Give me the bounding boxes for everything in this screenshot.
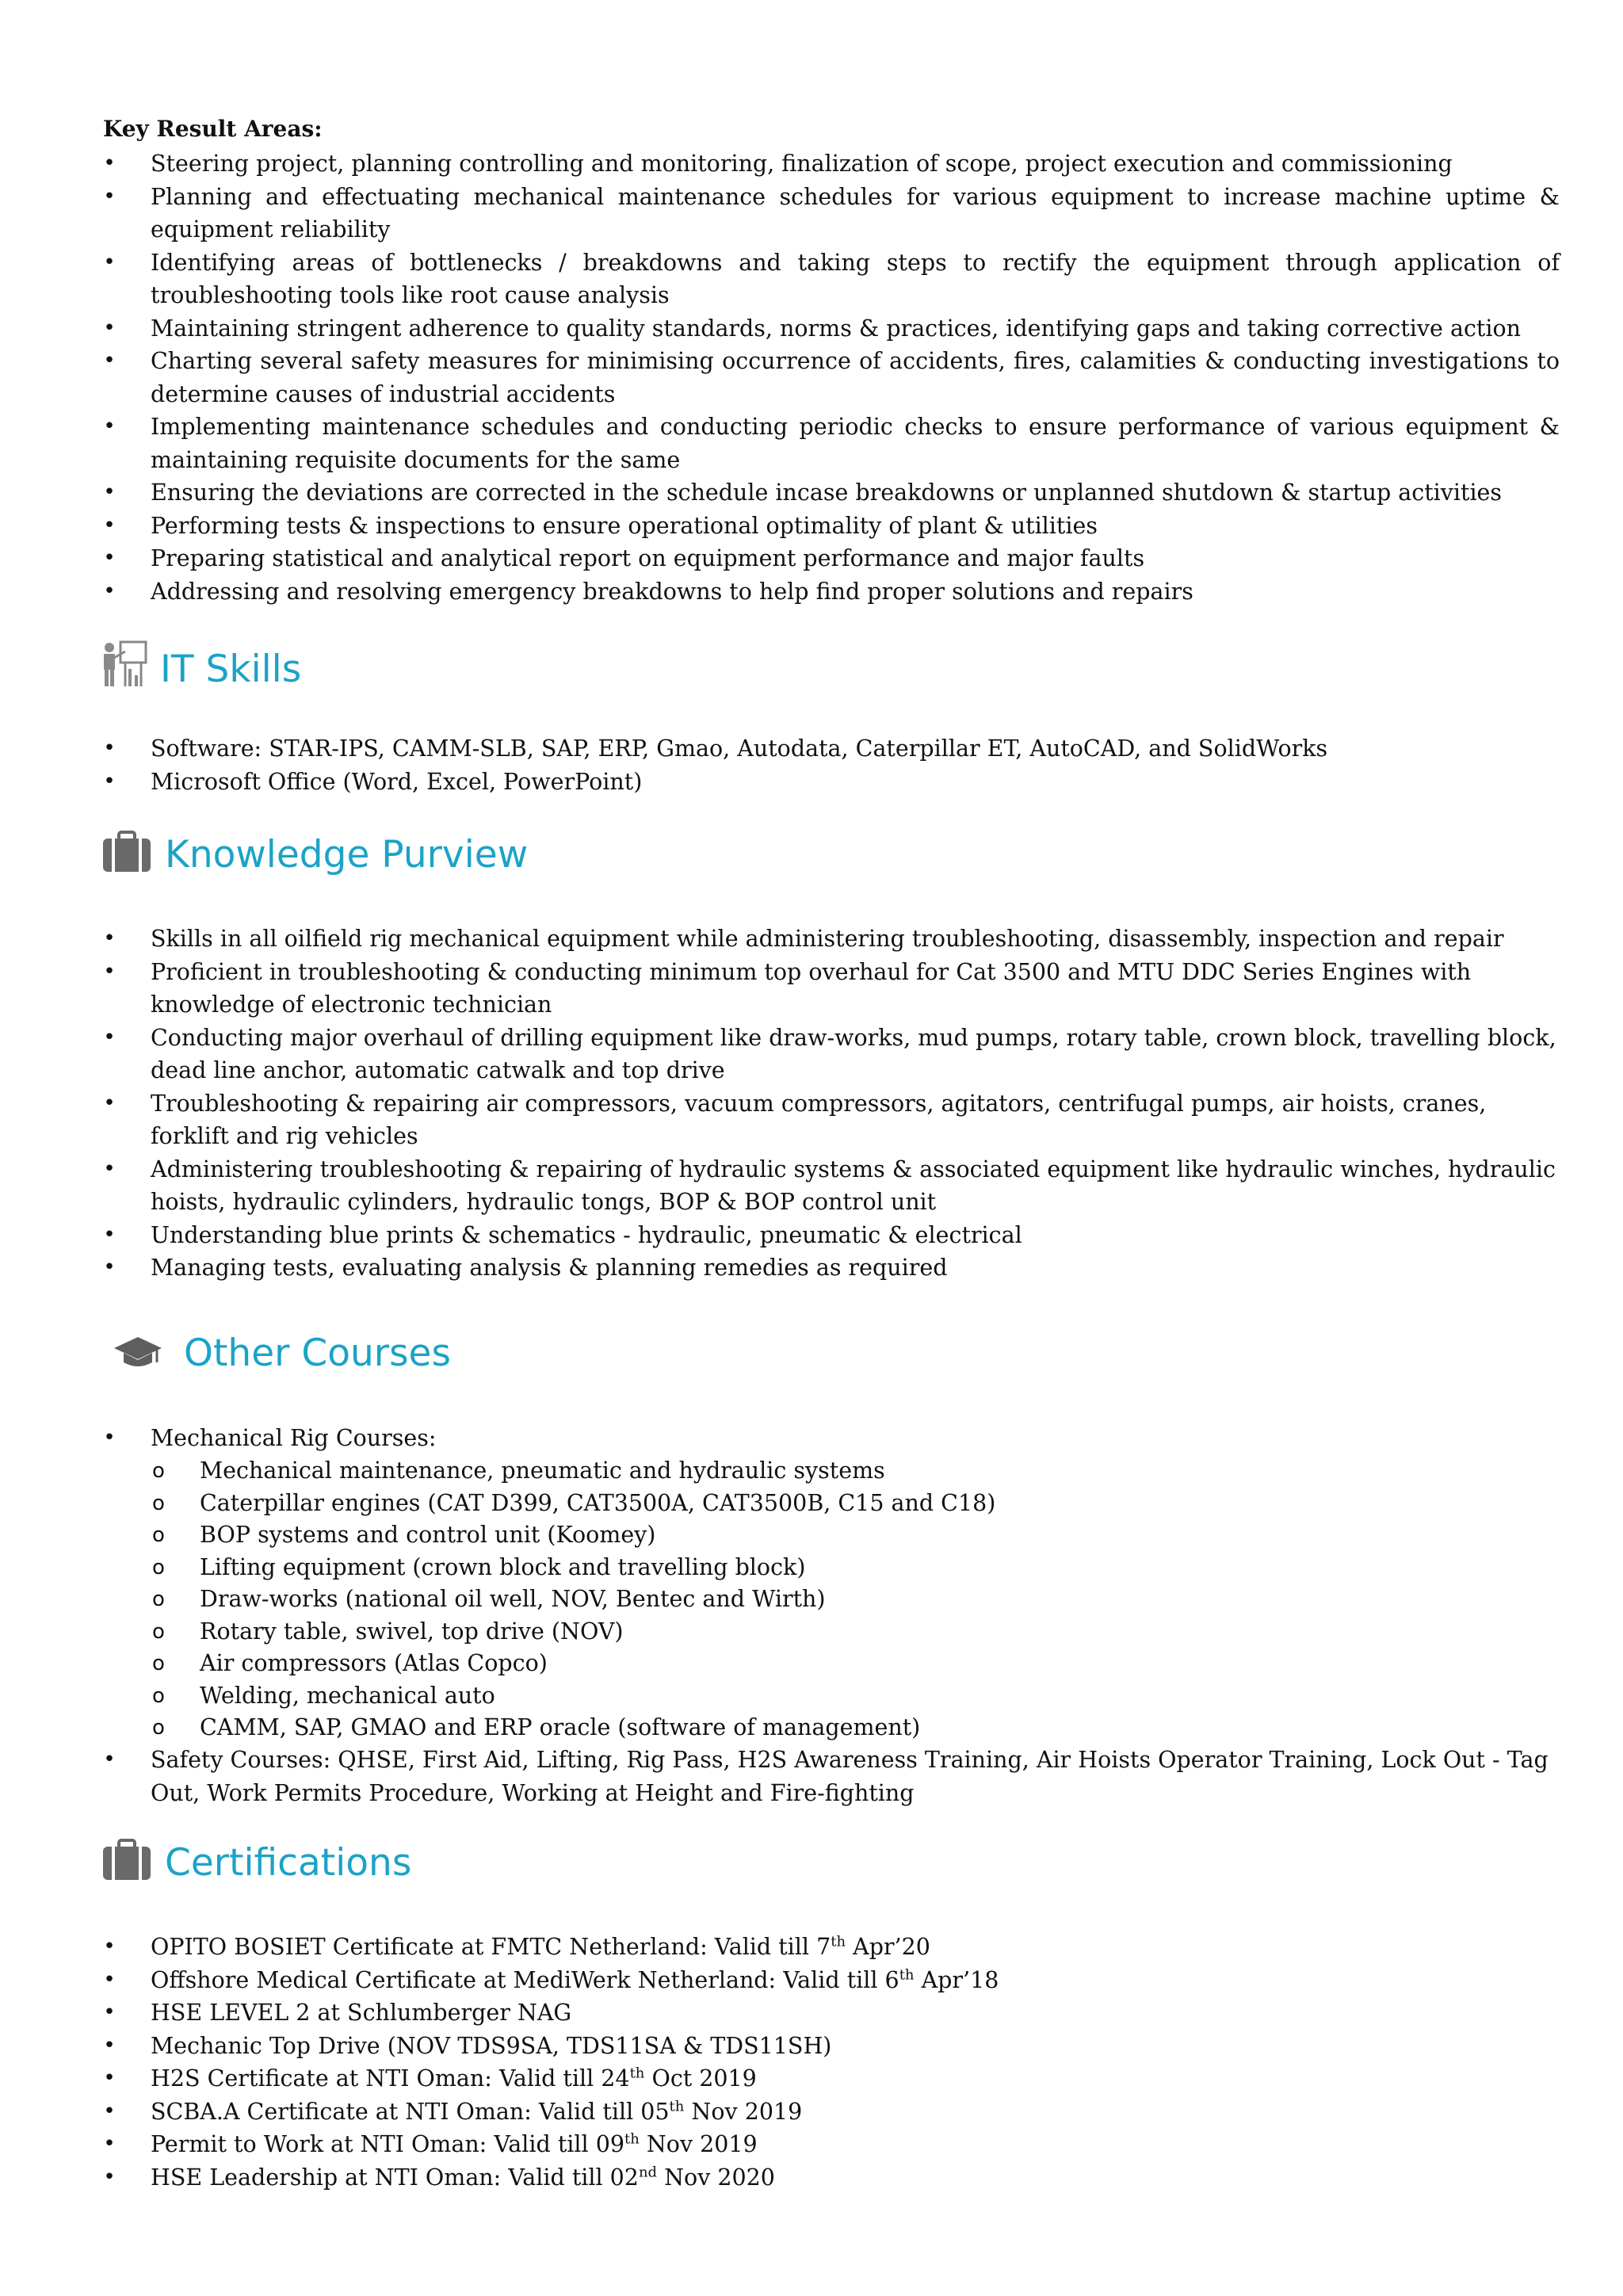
bullet-icon: • bbox=[103, 2000, 116, 2024]
section-title: Certifications bbox=[165, 1841, 412, 1885]
list-item: • Managing tests, evaluating analysis & planning remedies as required bbox=[0, 1251, 1623, 1285]
mechanical-courses-sublist bbox=[0, 1455, 1623, 1744]
list-item: • Software: STAR-IPS, CAMM-SLB, SAP, ERP, Gmao, Autodata, Caterpillar ET, AutoCAD, and SolidWorks bbox=[0, 732, 1623, 766]
bullet-icon: • bbox=[103, 315, 116, 340]
sub-list-item: o CAMM, SAP, GMAO and ERP oracle (software of management) bbox=[0, 1712, 1623, 1744]
bullet-icon: • bbox=[103, 1748, 116, 1771]
knowledge-purview-heading bbox=[101, 831, 528, 877]
circle-bullet-icon: o bbox=[152, 1491, 165, 1515]
list-item: • Offshore Medical Certificate at MediWerk Netherland: Valid till 6th Apr’18 bbox=[0, 1964, 1623, 1997]
list-item: • Steering project, planning controlling and monitoring, finalization of scope, project execution and commissioning bbox=[0, 147, 1623, 181]
other-courses-heading bbox=[113, 1331, 451, 1376]
list-item: • HSE LEVEL 2 at Schlumberger NAG bbox=[0, 1996, 1623, 2030]
circle-bullet-icon: o bbox=[152, 1716, 165, 1740]
list-item: • Proficient in troubleshooting & conducting minimum top overhaul for Cat 3500 and MTU DDC Series Engines with knowledge of electronic technician bbox=[0, 956, 1623, 1022]
it-skills-list bbox=[0, 732, 1623, 798]
list-item: • Permit to Work at NTI Oman: Valid till 09th Nov 2019 bbox=[0, 2128, 1623, 2161]
section-title: Other Courses bbox=[184, 1331, 451, 1375]
bullet-icon: • bbox=[103, 480, 116, 504]
bullet-icon: • bbox=[103, 1426, 116, 1450]
briefcase-icon bbox=[101, 831, 152, 877]
list-item: • Ensuring the deviations are corrected in the schedule incase breakdowns or unplanned shutdown & startup activities bbox=[0, 476, 1623, 510]
certifications-list bbox=[0, 1931, 1623, 2194]
circle-bullet-icon: o bbox=[152, 1523, 165, 1547]
list-item: • Planning and effectuating mechanical maintenance schedules for various equipment to increase machine uptime & equipment reliability bbox=[0, 181, 1623, 246]
briefcase-icon bbox=[101, 1839, 152, 1885]
list-item: • Maintaining stringent adherence to quality standards, norms & practices, identifying gaps and taking corrective action bbox=[0, 312, 1623, 346]
bullet-icon: • bbox=[103, 736, 116, 760]
circle-bullet-icon: o bbox=[152, 1683, 165, 1708]
bullet-icon: • bbox=[103, 2132, 116, 2156]
bullet-icon: • bbox=[103, 513, 116, 537]
list-item: • Skills in all oilfield rig mechanical equipment while administering troubleshooting, disassembly, inspection and repair bbox=[0, 923, 1623, 956]
list-item: • Implementing maintenance schedules and conducting periodic checks to ensure performance of various equipment & maintaining requisite documents for the same bbox=[0, 411, 1623, 476]
bullet-icon: • bbox=[103, 2033, 116, 2057]
bullet-icon: • bbox=[103, 184, 116, 208]
list-item: • Microsoft Office (Word, Excel, PowerPoint) bbox=[0, 766, 1623, 799]
bullet-icon: • bbox=[103, 959, 116, 984]
bullet-icon: • bbox=[103, 1255, 116, 1279]
bullet-icon: • bbox=[103, 2099, 116, 2123]
list-item: • Administering troubleshooting & repairing of hydraulic systems & associated equipment like hydraulic winches, hydraulic hoists, hydraulic cylinders, hydraulic tongs, BOP & BOP control unit bbox=[0, 1153, 1623, 1219]
circle-bullet-icon: o bbox=[152, 1459, 165, 1483]
section-title: IT Skills bbox=[160, 648, 302, 691]
sub-list-item: o Draw-works (national oil well, NOV, Bentec and Wirth) bbox=[0, 1584, 1623, 1616]
bullet-icon: • bbox=[103, 1091, 116, 1115]
circle-bullet-icon: o bbox=[152, 1555, 165, 1580]
bullet-icon: • bbox=[103, 349, 116, 372]
safety-courses-list bbox=[0, 1744, 1623, 1809]
presentation-icon bbox=[101, 640, 147, 692]
certifications-heading bbox=[101, 1839, 411, 1885]
key-result-areas-title: Key Result Areas: bbox=[103, 116, 323, 142]
bullet-icon: • bbox=[103, 415, 116, 438]
it-skills-heading bbox=[101, 640, 301, 692]
knowledge-purview-list bbox=[0, 923, 1623, 1285]
bullet-icon: • bbox=[103, 546, 116, 570]
list-item: • Troubleshooting & repairing air compressors, vacuum compressors, agitators, centrifugal pumps, air hoists, cranes, forklift and rig vehicles bbox=[0, 1087, 1623, 1153]
section-title: Knowledge Purview bbox=[165, 833, 529, 877]
bullet-icon: • bbox=[103, 1156, 116, 1181]
sub-list-item: o Air compressors (Atlas Copco) bbox=[0, 1648, 1623, 1680]
sub-list-item: o Rotary table, swivel, top drive (NOV) bbox=[0, 1616, 1623, 1648]
sub-list-item: o Welding, mechanical auto bbox=[0, 1680, 1623, 1713]
circle-bullet-icon: o bbox=[152, 1652, 165, 1675]
key-result-areas-list bbox=[0, 147, 1623, 608]
list-item: • H2S Certificate at NTI Oman: Valid till 24th Oct 2019 bbox=[0, 2062, 1623, 2095]
bullet-icon: • bbox=[103, 1025, 116, 1049]
list-item: • Identifying areas of bottlenecks / breakdowns and taking steps to rectify the equipment through application of troubleshooting tools like root cause analysis bbox=[0, 246, 1623, 312]
list-item bbox=[0, 1422, 1623, 1455]
bullet-icon: • bbox=[103, 1967, 116, 1992]
circle-bullet-icon: o bbox=[152, 1587, 165, 1611]
other-courses-list bbox=[0, 1422, 1623, 1455]
circle-bullet-icon: o bbox=[152, 1619, 165, 1644]
list-item: • OPITO BOSIET Certificate at FMTC Netherland: Valid till 7th Apr’20 bbox=[0, 1931, 1623, 1964]
list-item: • Preparing statistical and analytical report on equipment performance and major faults bbox=[0, 542, 1623, 575]
sub-list-item: o Caterpillar engines (CAT D399, CAT3500A, CAT3500B, C15 and C18) bbox=[0, 1488, 1623, 1520]
list-item: • Performing tests & inspections to ensure operational optimality of plant & utilities bbox=[0, 510, 1623, 543]
sub-list-item: o Lifting equipment (crown block and travelling block) bbox=[0, 1552, 1623, 1584]
safety-courses-text: Safety Courses: QHSE, First Aid, Lifting, Rig Pass, H2S Awareness Training, Air Hoists Operator Training, Lock Out - Tag Out, Work Permits Procedure, Working at Height and Fire-fighting bbox=[151, 1747, 1549, 1806]
bullet-icon: • bbox=[103, 1935, 116, 1958]
list-item: • Understanding blue prints & schematics - hydraulic, pneumatic & electrical bbox=[0, 1219, 1623, 1252]
bullet-icon: • bbox=[103, 2066, 116, 2090]
sub-list-item: o BOP systems and control unit (Koomey) bbox=[0, 1519, 1623, 1552]
list-item: • Addressing and resolving emergency breakdowns to help find proper solutions and repairs bbox=[0, 575, 1623, 609]
list-item: • HSE Leadership at NTI Oman: Valid till 02nd Nov 2020 bbox=[0, 2161, 1623, 2195]
sub-list-item: o Mechanical maintenance, pneumatic and hydraulic systems bbox=[0, 1455, 1623, 1488]
bullet-icon: • bbox=[103, 2164, 116, 2189]
bullet-icon: • bbox=[103, 1222, 116, 1247]
bullet-icon: • bbox=[103, 926, 116, 950]
list-item: • Conducting major overhaul of drilling equipment like draw-works, mud pumps, rotary table, crown block, travelling block, dead line anchor, automatic catwalk and top drive bbox=[0, 1022, 1623, 1087]
list-item bbox=[0, 1744, 1623, 1809]
graduation-cap-icon bbox=[113, 1334, 163, 1376]
list-item: • SCBA.A Certificate at NTI Oman: Valid till 05th Nov 2019 bbox=[0, 2095, 1623, 2129]
list-item: • Mechanic Top Drive (NOV TDS9SA, TDS11SA & TDS11SH) bbox=[0, 2030, 1623, 2063]
bullet-icon: • bbox=[103, 151, 116, 175]
list-item: • Charting several safety measures for minimising occurrence of accidents, fires, calamities & conducting investigations to determine causes of industrial accidents bbox=[0, 345, 1623, 411]
bullet-icon: • bbox=[103, 579, 116, 603]
mechanical-rig-courses-label: Mechanical Rig Courses: bbox=[151, 1425, 437, 1451]
bullet-icon: • bbox=[103, 250, 116, 274]
bullet-icon: • bbox=[103, 769, 116, 793]
